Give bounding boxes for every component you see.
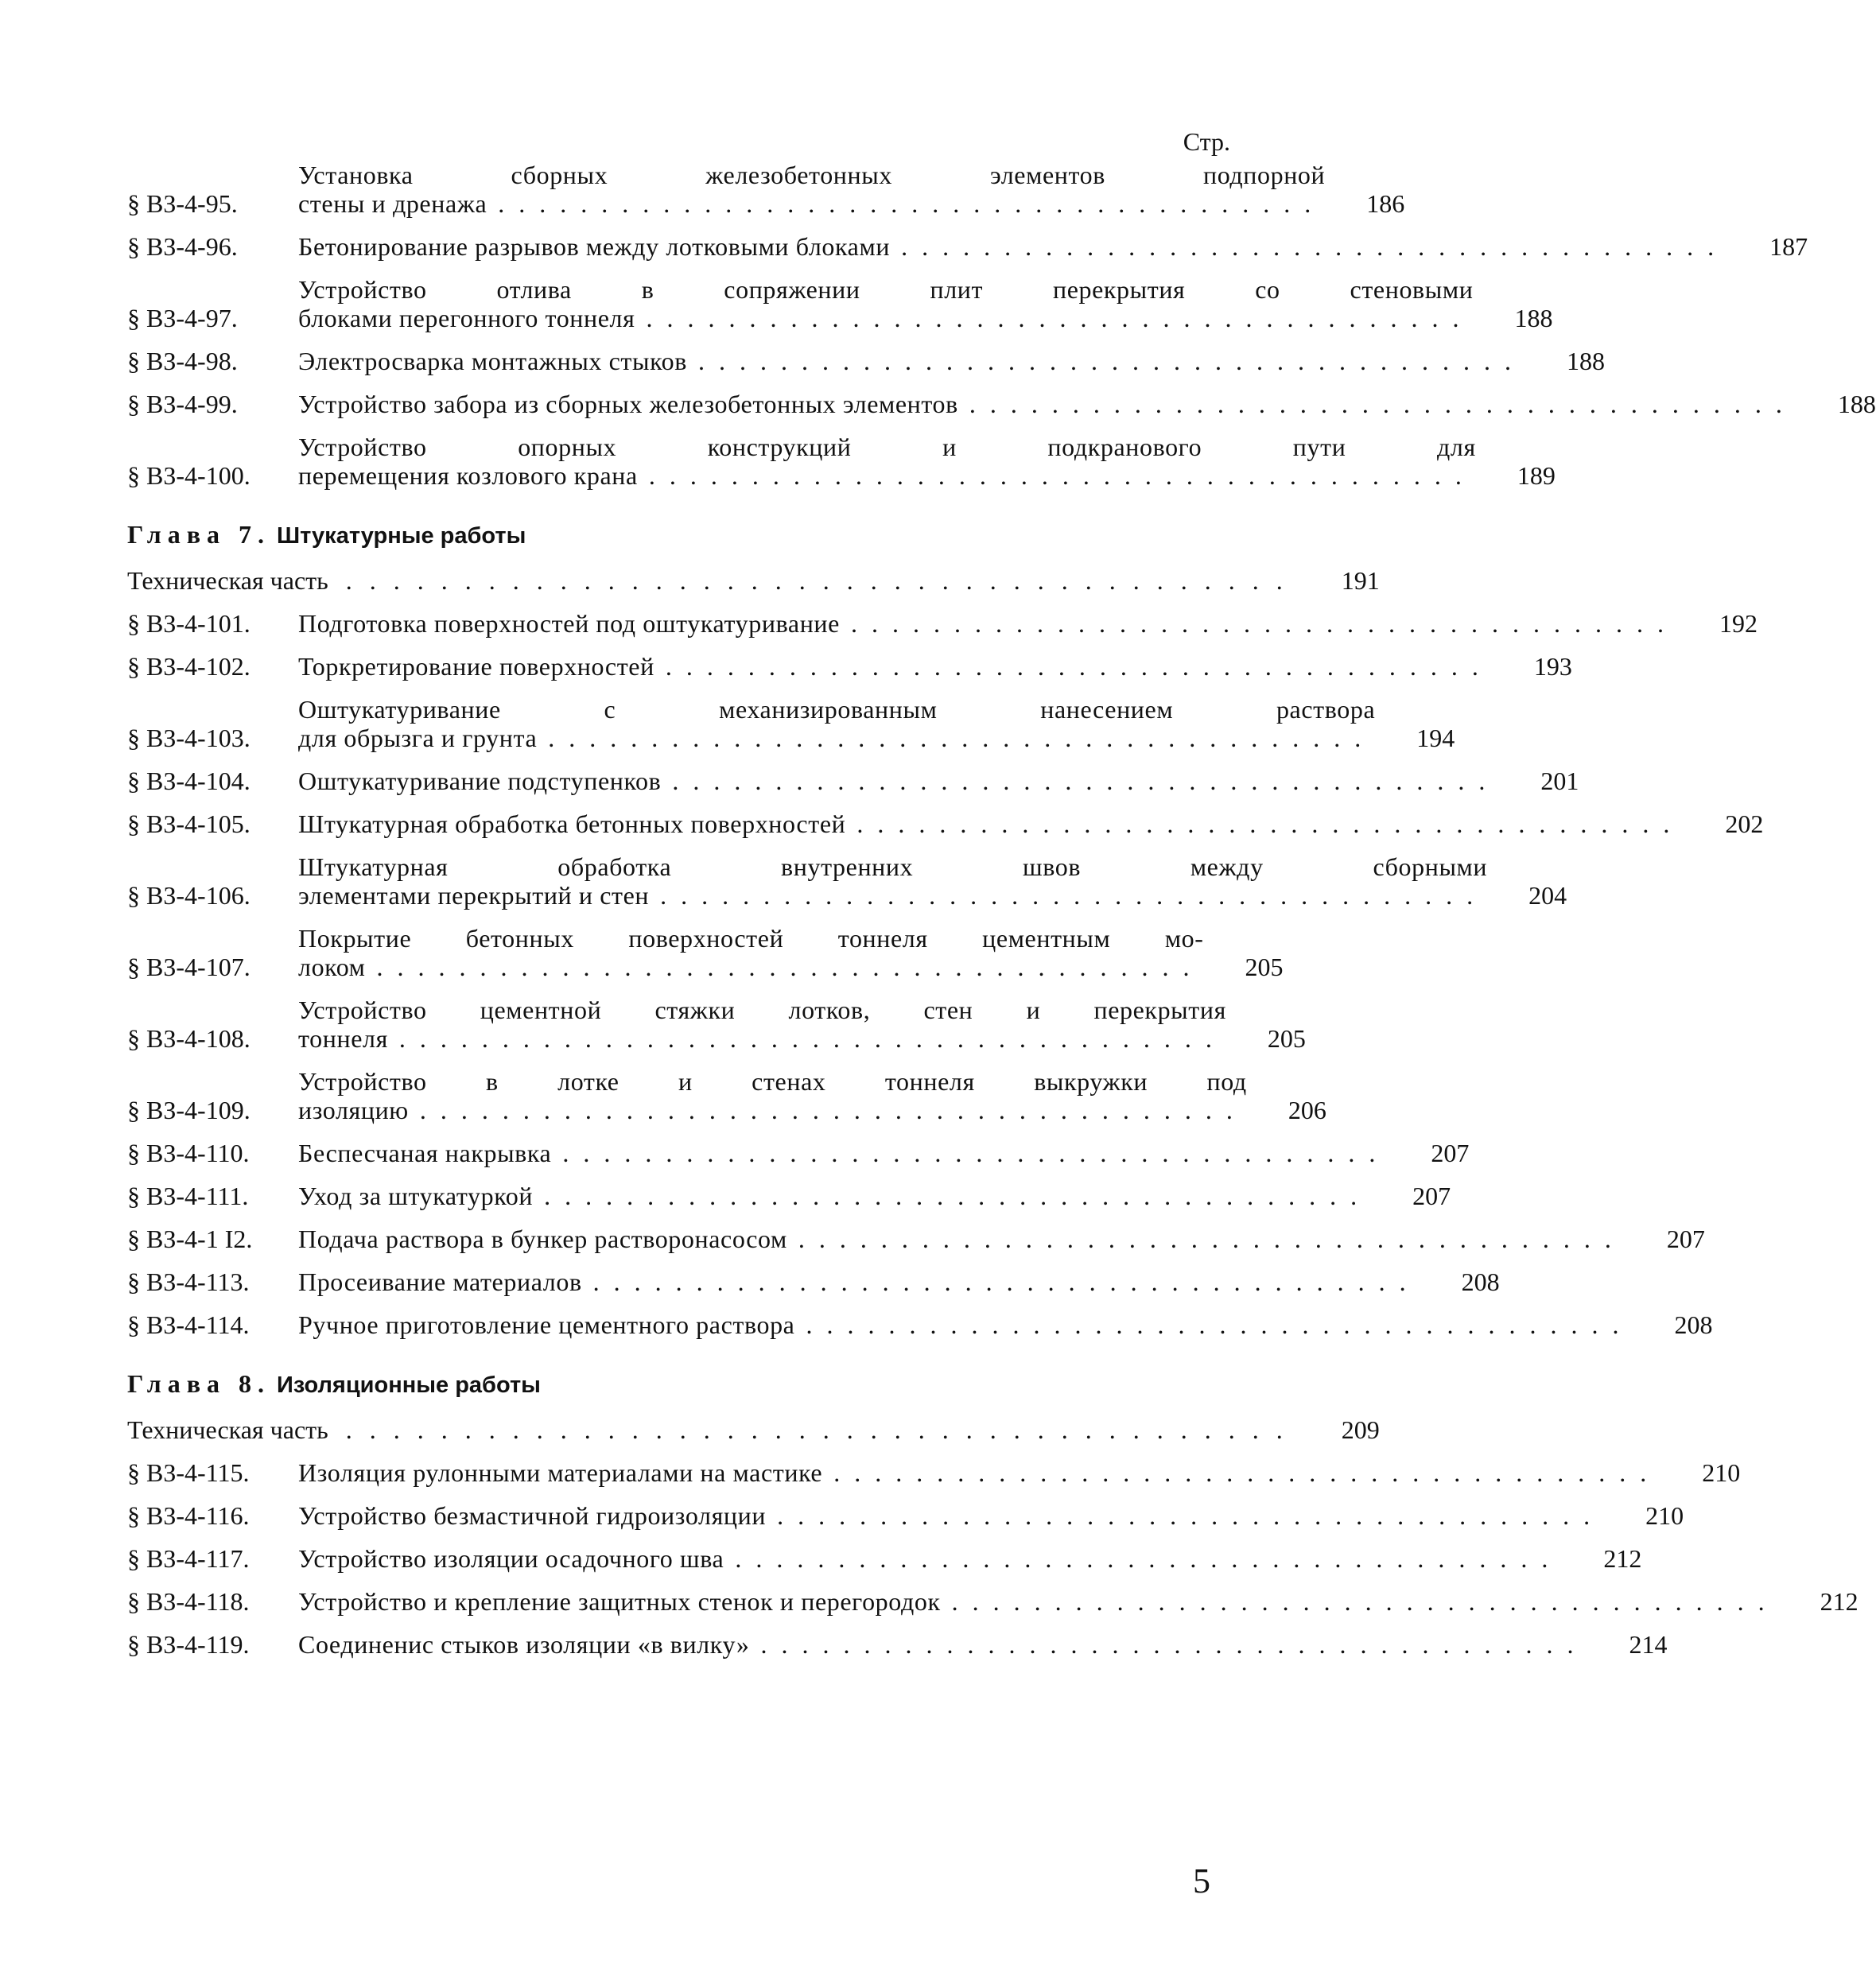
entry-code: § ВЗ-4-116.: [127, 1501, 250, 1530]
entry-page: 186: [1366, 189, 1405, 218]
entry-title: [298, 1225, 1625, 1253]
toc-entry: [127, 852, 1567, 910]
entry-page: 205: [1245, 953, 1284, 981]
entry-page: 201: [1540, 767, 1579, 795]
toc-entry: [127, 609, 1758, 638]
dot-leader: ........................................: [345, 566, 1300, 595]
entry-page: 207: [1666, 1225, 1705, 1253]
entry-page: 189: [1517, 461, 1556, 490]
entry-title: [298, 161, 1325, 218]
entry-page: 204: [1528, 881, 1567, 910]
toc-entry: [127, 433, 1556, 490]
entry-code: § ВЗ-4-106.: [127, 881, 251, 910]
entry-title-line: Устройство безмастичной гидроизоляции: [298, 1501, 767, 1530]
page-column-header: Стр.: [1183, 127, 1230, 156]
entry-code: § ВЗ-4-110.: [127, 1139, 250, 1167]
entry-page: 214: [1629, 1630, 1668, 1659]
entry-page: 210: [1645, 1501, 1684, 1530]
toc-entry: [127, 1139, 1470, 1167]
entry-title-line-1: Устройство отлива в сопряжении плит перекрытия со стеновыми: [298, 275, 1474, 304]
entry-page: 187: [1769, 232, 1808, 261]
entry-code: § ВЗ-4-111.: [127, 1182, 249, 1210]
entry-title: [298, 809, 1684, 838]
entry-page: 207: [1431, 1139, 1470, 1167]
dot-leader: ........................................: [544, 1182, 1372, 1210]
entry-title-line-1: Устройство цементной стяжки лотков, стен и перекрытия: [298, 996, 1226, 1024]
dot-leader: ........................................: [833, 1458, 1661, 1487]
tech-part-label: Техническая часть: [127, 566, 328, 595]
dot-leader: ........................................: [665, 652, 1493, 681]
entry-page: 212: [1603, 1544, 1642, 1573]
entry-code: § ВЗ-4-117.: [127, 1544, 250, 1573]
entry-title: [298, 390, 1796, 418]
dot-leader: ........................................: [562, 1139, 1390, 1167]
toc-entry: [127, 809, 1764, 838]
dot-leader: ........................................: [760, 1630, 1588, 1659]
entry-title: [298, 1544, 1562, 1573]
dot-leader: ........................................: [345, 1415, 1300, 1444]
entry-title-line-1: Установка сборных железобетонных элементов подпорной: [298, 161, 1326, 189]
toc-entry: [127, 347, 1605, 375]
toc-entry: [127, 767, 1579, 795]
toc-entry: [127, 1182, 1451, 1210]
entry-code: § ВЗ-4-101.: [127, 609, 251, 638]
toc-entry: [127, 1501, 1684, 1530]
dot-leader: ........................................: [735, 1544, 1563, 1573]
entry-code: § ВЗ-4-96.: [127, 232, 238, 261]
entry-title: [298, 767, 1499, 795]
entry-title-line: Оштукатуривание подступенков: [298, 767, 662, 795]
entry-title-line: Подача раствора в бункер растворонасосом: [298, 1225, 787, 1253]
entry-title: [298, 1458, 1660, 1487]
entry-title: [298, 347, 1525, 375]
entry-page: 212: [1820, 1587, 1859, 1616]
page-number: 5: [1193, 1861, 1210, 1900]
entry-title-line-1: Покрытие бетонных поверхностей тоннеля цементным мо-: [298, 924, 1204, 953]
entry-page: 188: [1566, 347, 1605, 375]
entry-page: 193: [1533, 652, 1572, 681]
entry-title-line-2: локом: [298, 953, 366, 981]
chapter-7-title: Штукатурные работы: [276, 523, 526, 549]
tech-part-page: 191: [1341, 566, 1380, 595]
entry-title-line: Изоляция рулонными материалами на мастике: [298, 1458, 823, 1487]
entry-code: § ВЗ-4-95.: [127, 189, 238, 218]
dot-leader: ........................................: [951, 1587, 1779, 1616]
chapter-7-heading: [127, 520, 1237, 550]
dot-leader: ........................................: [901, 232, 1729, 261]
entry-title-line: Устройство забора из сборных железобетонных элементов: [298, 390, 958, 418]
entry-code: § ВЗ-4-105.: [127, 809, 251, 838]
entry-title: [298, 1067, 1247, 1124]
chapter-8-heading: [127, 1369, 1237, 1399]
entry-title-line-2: элементами перекрытий и стен: [298, 881, 650, 910]
dot-leader: ........................................: [376, 953, 1204, 981]
chapter-8-title: Изоляционные работы: [276, 1372, 541, 1398]
entry-title: [298, 433, 1476, 490]
toc-entry: [127, 275, 1553, 332]
entry-code: § ВЗ-4-115.: [127, 1458, 250, 1487]
dot-leader: ........................................: [697, 347, 1525, 375]
dot-leader: ........................................: [592, 1267, 1420, 1296]
entry-title-line-2: для обрызга и грунта: [298, 724, 538, 752]
entry-code: § ВЗ-4-107.: [127, 953, 251, 981]
section-1-entries: [127, 161, 1876, 490]
toc-entry: [127, 1630, 1668, 1659]
entry-title-line: Устройство и крепление защитных стенок и перегородок: [298, 1587, 941, 1616]
entry-title-line: Просеивание материалов: [298, 1267, 582, 1296]
entry-title: [298, 1267, 1420, 1296]
entry-title: [298, 1182, 1371, 1210]
entry-title-line-2: перемещения козлового крана: [298, 461, 638, 490]
toc-page: [127, 127, 1876, 1673]
entry-code: § ВЗ-4-99.: [127, 390, 238, 418]
toc-entry: [127, 1225, 1705, 1253]
entry-title: [298, 232, 1728, 261]
dot-leader: ........................................: [498, 189, 1326, 218]
entry-title: [298, 996, 1226, 1053]
toc-entry: [127, 996, 1306, 1053]
entry-title-line: Соединенис стыков изоляции «в вилку»: [298, 1630, 750, 1659]
dot-leader: ........................................: [646, 304, 1474, 332]
entry-title-line-1: Устройство в лотке и стенах тоннеля выкружки под: [298, 1067, 1247, 1096]
dot-leader: ........................................: [850, 609, 1678, 638]
tech-part-label: Техническая часть: [127, 1415, 328, 1444]
dot-leader: ........................................: [777, 1501, 1605, 1530]
entry-title-line: Устройство изоляции осадочного шва: [298, 1544, 724, 1573]
chapter-8-tech-part: [127, 1415, 1380, 1444]
dot-leader: ........................................: [648, 461, 1476, 490]
toc-entry: [127, 695, 1455, 752]
entry-code: § ВЗ-4-97.: [127, 304, 238, 332]
entry-page: 205: [1267, 1024, 1306, 1053]
chapter-7-tech-part: [127, 566, 1380, 595]
entry-title-line-1: Оштукатуривание с механизированным нанесением раствора: [298, 695, 1376, 724]
entry-page: 188: [1514, 304, 1553, 332]
entry-title-line: Электросварка монтажных стыков: [298, 347, 687, 375]
entry-title: [298, 695, 1375, 752]
toc-entry: [127, 1310, 1713, 1339]
entry-title-line: Торкретирование поверхностей: [298, 652, 654, 681]
entry-title: [298, 652, 1493, 681]
entry-code: § ВЗ-4-103.: [127, 724, 251, 752]
entry-code: § ВЗ-4-119.: [127, 1630, 250, 1659]
entry-page: 208: [1461, 1267, 1500, 1296]
entry-title-line-2: тоннеля: [298, 1024, 388, 1053]
toc-entry: [127, 232, 1808, 261]
toc-entry: [127, 390, 1876, 418]
dot-leader: ........................................: [398, 1024, 1226, 1053]
toc-entry: [127, 1267, 1500, 1296]
entry-page: 210: [1702, 1458, 1741, 1487]
dot-leader: ........................................: [969, 390, 1796, 418]
entry-title-line-1: Штукатурная обработка внутренних швов между сборными: [298, 852, 1488, 881]
entry-title: [298, 609, 1678, 638]
entry-title: [298, 924, 1204, 981]
dot-leader: ........................................: [660, 881, 1488, 910]
entry-page: 206: [1288, 1096, 1326, 1124]
entry-code: § ВЗ-4-102.: [127, 652, 251, 681]
entry-title-line-2: блоками перегонного тоннеля: [298, 304, 635, 332]
toc-entry: [127, 1067, 1326, 1124]
dot-leader: ........................................: [672, 767, 1500, 795]
toc-entry: [127, 1587, 1859, 1616]
dot-leader: ........................................: [548, 724, 1376, 752]
entry-title: [298, 1587, 1779, 1616]
toc-entry: [127, 652, 1572, 681]
entry-title-line: Уход за штукатуркой: [298, 1182, 534, 1210]
entry-title: [298, 275, 1473, 332]
entry-code: § ВЗ-4-104.: [127, 767, 251, 795]
toc-entry: [127, 924, 1284, 981]
entry-title: [298, 1501, 1604, 1530]
entry-title: [298, 1630, 1587, 1659]
entry-title-line-2: стены и дренажа: [298, 189, 487, 218]
entry-page: 194: [1416, 724, 1455, 752]
entry-title: [298, 1310, 1633, 1339]
entry-title: [298, 852, 1487, 910]
chapter-8-entries: [127, 1458, 1859, 1659]
entry-code: § ВЗ-4-1 Ӏ2.: [127, 1225, 253, 1253]
dot-leader: ........................................: [856, 809, 1684, 838]
entry-page: 208: [1674, 1310, 1713, 1339]
dot-leader: ........................................: [798, 1225, 1625, 1253]
chapter-7-entries: [127, 609, 1764, 1339]
entry-title-line: Беспесчаная накрывка: [298, 1139, 552, 1167]
entry-code: § ВЗ-4-114.: [127, 1310, 250, 1339]
dot-leader: ........................................: [806, 1310, 1633, 1339]
entry-code: § ВЗ-4-108.: [127, 1024, 251, 1053]
entry-title-line-2: изоляцию: [298, 1096, 409, 1124]
toc-entry: [127, 1458, 1741, 1487]
entry-code: § ВЗ-4-113.: [127, 1267, 250, 1296]
entry-code: § ВЗ-4-98.: [127, 347, 238, 375]
chapter-7-label: Глава 7.: [127, 520, 270, 549]
entry-title: [298, 1139, 1389, 1167]
toc-entry: [127, 161, 1405, 218]
entry-code: § ВЗ-4-100.: [127, 461, 251, 490]
entry-page: 188: [1837, 390, 1876, 418]
toc-entry: [127, 1544, 1642, 1573]
entry-code: § ВЗ-4-109.: [127, 1096, 251, 1124]
entry-title-line: Подготовка поверхностей под оштукатуривание: [298, 609, 840, 638]
entry-title-line: Штукатурная обработка бетонных поверхностей: [298, 809, 846, 838]
entry-title-line: Бетонирование разрывов между лотковыми блоками: [298, 232, 891, 261]
chapter-8-label: Глава 8.: [127, 1369, 270, 1398]
entry-page: 202: [1725, 809, 1764, 838]
entry-page: 207: [1412, 1182, 1451, 1210]
entry-code: § ВЗ-4-118.: [127, 1587, 250, 1616]
dot-leader: ........................................: [419, 1096, 1247, 1124]
entry-title-line: Ручное приготовление цементного раствора: [298, 1310, 795, 1339]
entry-page: 192: [1719, 609, 1758, 638]
tech-part-page: 209: [1341, 1415, 1380, 1444]
entry-title-line-1: Устройство опорных конструкций и подкранового пути для: [298, 433, 1476, 461]
